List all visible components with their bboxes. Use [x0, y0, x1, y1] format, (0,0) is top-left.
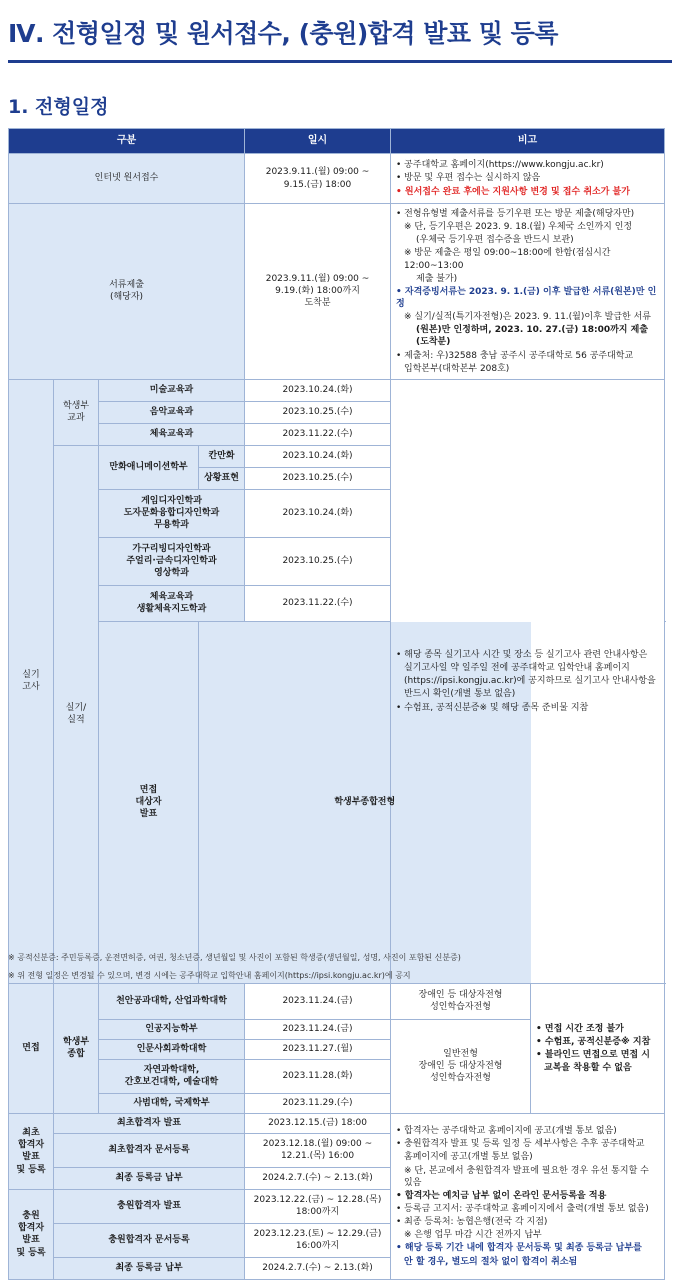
interview-row-name: 자연과학대학, 간호보건대학, 예술대학: [99, 1059, 245, 1093]
header-date: 일시: [245, 129, 391, 154]
practical-perf-label: 실기/ 실적: [54, 445, 99, 983]
interview-type-a: 장애인 등 대상자전형 성인학습자전형: [391, 983, 531, 1019]
final-row-date: 2023.12.15.(금) 18:00: [245, 1113, 391, 1133]
header-remarks: 비고: [391, 129, 665, 154]
practical-row-date: 2023.10.25.(수): [245, 401, 391, 423]
interview-sub-label: 학생부 종합: [54, 983, 99, 1113]
final-label: 최초 합격자 발표 및 등록: [9, 1113, 54, 1189]
footnote-change: ※ 위 전형 일정은 변경될 수 있으며, 변경 시에는 공주대학교 입학안내 홈페이지(https://ipsi.kongju.ac.kr)에 공지: [8, 971, 411, 980]
practical-row-date: 2023.10.24.(화): [245, 379, 391, 401]
practical-row-name: 음악교육과: [99, 401, 245, 423]
schedule-table: [8, 128, 665, 1280]
extra-label: 충원 합격자 발표 및 등록: [9, 1189, 54, 1279]
interview-row-date: 2023.11.28.(화): [245, 1059, 391, 1093]
final-row-date: 2023.12.18.(월) 09:00 ~ 12.21.(목) 16:00: [245, 1133, 391, 1167]
extra-row-name: 충원합격자 발표: [54, 1189, 245, 1223]
iv-target-name: 학생부종합전형: [199, 621, 531, 983]
apply-date: 2023.9.11.(월) 09:00 ~ 9.15.(금) 18:00: [245, 154, 391, 204]
docs-label: 서류제출 (해당자): [9, 204, 245, 380]
practical-row-name: 미술교육과: [99, 379, 245, 401]
practical-label: 실기 고사: [9, 379, 54, 983]
interview-row-name: 천안공과대학, 산업과학대학: [99, 983, 245, 1019]
final-row-date: 2024.2.7.(수) ~ 2.13.(화): [245, 1167, 391, 1189]
anim-b-label: 상황표현: [199, 467, 245, 489]
footnote-id: ※ 공적신분증: 주민등록증, 운전면허증, 여권, 청소년증, 생년월일 및 사진이 포함된 학생증(생년월일, 성명, 사진이 포함된 신분증): [8, 953, 461, 962]
section-heading: 1. 전형일정: [8, 96, 109, 118]
furn-label: 가구리빙디자인학과 주얼리·금속디자인학과 영상학과: [99, 537, 245, 585]
extra-row-date: 2023.12.23.(토) ~ 12.29.(금) 16:00까지: [245, 1223, 391, 1257]
docs-notes: • 전형유형별 제출서류를 등기우편 또는 방문 제출(해당자만) ※ 단, 등기우편은 2023. 9. 18.(월) 우체국 소인까지 인정 (우체국 등기우편 접수증을 반드시 보관) ※ 방문 제출은 평일 09:00~18:00에 한함(점심시간 12:00~13:00 제출 불가) • 자격증빙서류는 2023. 9. 1.(금) 이후 발급한 서류(원본)만 인정 ※ 실기/실적(특기자전형)은 2023. 9. 11.(월)이후 발급한 서류 (원본)만 인정하며, 2023. 10. 27.(금) 18:00까지 제출(도착분) • 제출처: 우)32588 충남 공주시 공주대학로 56 공주대학교 입학본부(대학본부 208호): [391, 204, 665, 380]
extra-row-date: 2024.2.7.(수) ~ 2.13.(화): [245, 1257, 391, 1279]
final-row-name: 최초합격자 발표: [54, 1113, 245, 1133]
interview-row-name: 인공지능학부: [99, 1019, 245, 1039]
interview-row-date: 2023.11.29.(수): [245, 1093, 391, 1113]
table-row: [9, 154, 665, 204]
game-date: 2023.10.24.(화): [245, 489, 391, 537]
docs-date: 2023.9.11.(월) 09:00 ~ 9.19.(화) 18:00까지 도착분: [245, 204, 391, 380]
interview-row-date: 2023.11.27.(월): [245, 1039, 391, 1059]
practical-row-date: 2023.11.22.(수): [245, 423, 391, 445]
header-category: 구분: [9, 129, 245, 154]
interview-label: 면접: [9, 983, 54, 1113]
apply-notes: • 공주대학교 홈페이지(https://www.kongju.ac.kr) • 방문 및 우편 접수는 실시하지 않음 • 원서접수 완료 후에는 지원사항 변경 및 접수 취소가 불가: [391, 154, 665, 204]
table-row: [9, 983, 665, 1019]
extra-row-name: 최종 등록금 납부: [54, 1257, 245, 1279]
extra-row-name: 충원합격자 문서등록: [54, 1223, 245, 1257]
furn-date: 2023.10.25.(수): [245, 537, 391, 585]
interview-row-date: 2023.11.24.(금): [245, 1019, 391, 1039]
anim-b-date: 2023.10.25.(수): [245, 467, 391, 489]
practical-notes: • 해당 종목 실기고사 시간 및 장소 등 실기고사 관련 안내사항은 실기고사일 약 일주일 전에 공주대학교 입학안내 홈페이지 (https://ipsi.kongju.ac.kr)에 공지하므로 실기고사 안내사항을 반드시 확인(개별 통보 없음) • 수험표, 공적신분증※ 및 해당 종목 준비물 지참: [391, 379, 665, 983]
iv-target-label: 면접 대상자 발표: [99, 621, 199, 983]
anim-a-label: 칸만화: [199, 445, 245, 467]
extra-row-date: 2023.12.22.(금) ~ 12.28.(목) 18:00까지: [245, 1189, 391, 1223]
apply-label: 인터넷 원서접수: [9, 154, 245, 204]
interview-row-name: 인문사회과학대학: [99, 1039, 245, 1059]
pe-label: 체육교육과 생활체육지도학과: [99, 585, 245, 621]
page-title: Ⅳ. 전형일정 및 원서접수, (충원)합격 발표 및 등록: [8, 19, 558, 48]
practical-student-label: 학생부 교과: [54, 379, 99, 445]
interview-notes: • 면접 시간 조정 불가 • 수험표, 공적신분증※ 지참 • 블라인드 면접으로 면접 시 교복을 착용할 수 없음: [531, 983, 665, 1113]
anim-label: 만화애니메이션학부: [99, 445, 199, 489]
interview-row-name: 사범대학, 국제학부: [99, 1093, 245, 1113]
game-label: 게임디자인학과 도자문화융합디자인학과 무용학과: [99, 489, 245, 537]
title-divider: [8, 60, 672, 63]
anim-a-date: 2023.10.24.(화): [245, 445, 391, 467]
final-row-name: 최종 등록금 납부: [54, 1167, 245, 1189]
interview-row-date: 2023.11.24.(금): [245, 983, 391, 1019]
interview-type-b: 일반전형 장애인 등 대상자전형 성인학습자전형: [391, 1019, 531, 1113]
table-row: [9, 379, 665, 401]
final-row-name: 최초합격자 문서등록: [54, 1133, 245, 1167]
table-row: [9, 1113, 665, 1133]
table-row: [9, 204, 665, 380]
pe-date: 2023.11.22.(수): [245, 585, 391, 621]
final-notes: • 합격자는 공주대학교 홈페이지에 공고(개별 통보 없음) • 충원합격자 발표 및 등록 일정 등 세부사항은 추후 공주대학교 홈페이지에 공고(개별 통보 없음) ※ 단, 본교에서 충원합격자 발표에 필요한 경우 유선 통지할 수 있음 • 합격자는 예치금 납부 없이 온라인 문서등록을 적용 • 등록금 고지서: 공주대학교 홈페이지에서 출력(개별 통보 없음) • 최종 등록처: 농협은행(전국 각 지점) ※ 은행 업무 마감 시간 전까지 납부 • 해당 등록 기간 내에 합격자 문서등록 및 최종 등록금 납부를 안 할 경우, 별도의 절차 없이 합격이 취소됨: [391, 1113, 665, 1279]
practical-row-name: 체육교육과: [99, 423, 245, 445]
